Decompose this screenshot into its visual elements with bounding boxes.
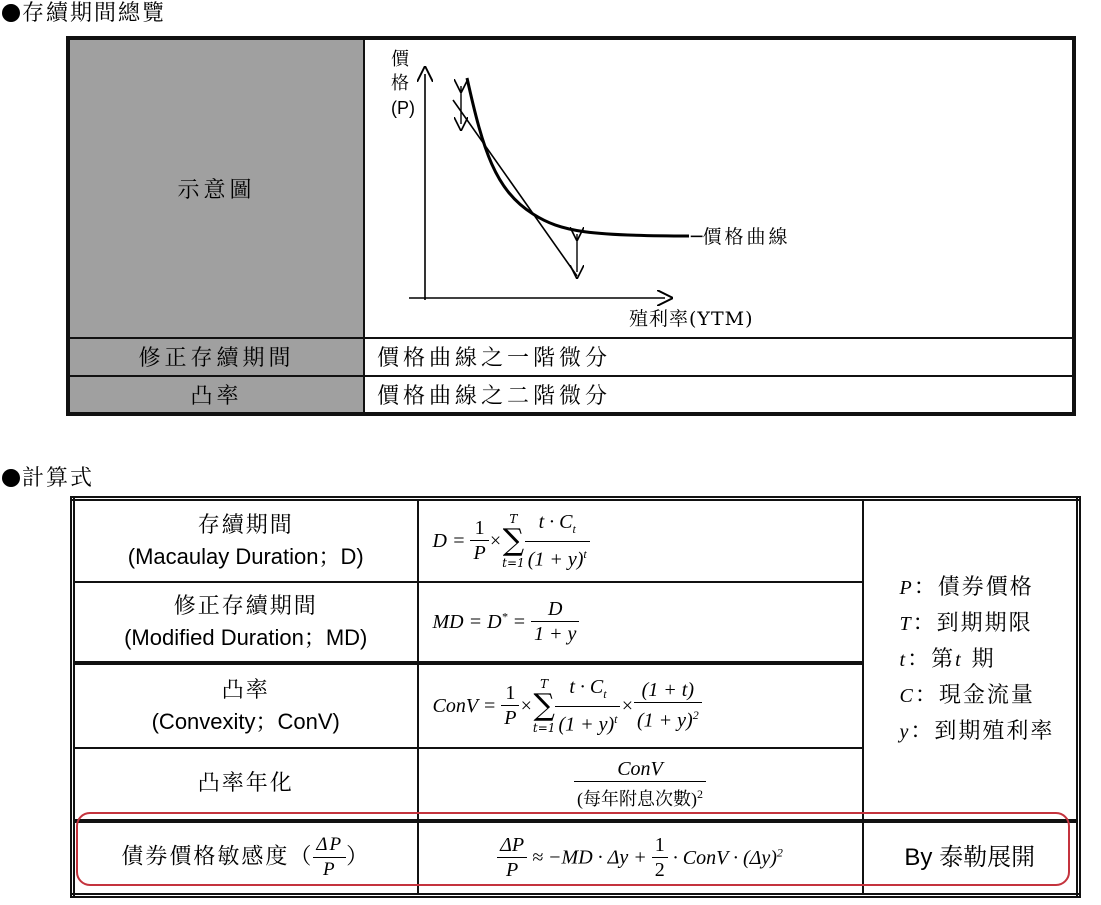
modified-duration-name-cell: 修正存續期間 (Modified Duration；MD) (73, 582, 418, 663)
diagram-label-cell: 示意圖 (68, 38, 364, 338)
taylor-note-cell: By 泰勒展開 (863, 821, 1079, 896)
tangent-line (453, 100, 577, 276)
annualized-convexity-name-cell: 凸率年化 (73, 748, 418, 821)
bullet-icon (2, 469, 20, 487)
var-P: P：債券價格 (899, 574, 1034, 600)
duration-formula: D = $\frac{1}{P}$ × T ∑ t=1 $\frac{t \cdot C_t}{(1 + y)^t}$ (418, 499, 863, 582)
sensitivity-name-cell: 債券價格敏感度（ $\frac{\Delta P}{P}$ ） (73, 821, 418, 896)
term-cell-convexity: 凸率 (68, 376, 364, 414)
duration-name-cell: 存續期間 (Macaulay Duration；D) (73, 499, 418, 582)
formula-table (70, 496, 1081, 898)
bullet-icon (2, 4, 20, 22)
convexity-formula: ConV = $\frac{1}{P}$ × T ∑ t=1 $\frac{t \cdot C_t}{(1 + y)^t}$ × $\frac{(1 + t)}{(1 + y)^2}$ (418, 663, 863, 748)
price-curve (467, 78, 689, 236)
var-y: y：到期殖利率 (899, 718, 1055, 744)
var-t: t：第t 期 (899, 646, 996, 672)
variable-list (863, 499, 1079, 821)
curve-label: ─價格曲線 (691, 226, 791, 248)
convexity-name-cell: 凸率 (Convexity；ConV) (73, 663, 418, 748)
desc-cell-convexity: 價格曲線之二階微分 (364, 376, 1074, 414)
sensitivity-formula: $\frac{\Delta P}{P}$ ≈ −MD · Δy + $\frac{1}{2}$ · ConV · $(\Delta y)^2$ (418, 821, 863, 896)
annualized-convexity-formula: $\frac{\text{ConV}}{(每年附息次數)^2}$ (418, 748, 863, 821)
overview-heading: 存續期間總覽 (2, 0, 166, 28)
var-C: C：現金流量 (899, 682, 1035, 708)
diagram-cell (364, 38, 1074, 338)
term-cell-md: 修正存續期間 (68, 338, 364, 376)
y-axis-label: 價 格 (P) (391, 49, 415, 118)
overview-table (66, 36, 1076, 416)
price-yield-diagram (365, 40, 1073, 336)
x-axis-label: 殖利率(YTM) (629, 308, 754, 330)
var-T: T：到期期限 (899, 610, 1033, 636)
modified-duration-formula: MD = D* = $\frac{D}{1 + y}$ (418, 582, 863, 663)
desc-cell-md: 價格曲線之一階微分 (364, 338, 1074, 376)
formulas-heading: 計算式 (2, 465, 94, 493)
